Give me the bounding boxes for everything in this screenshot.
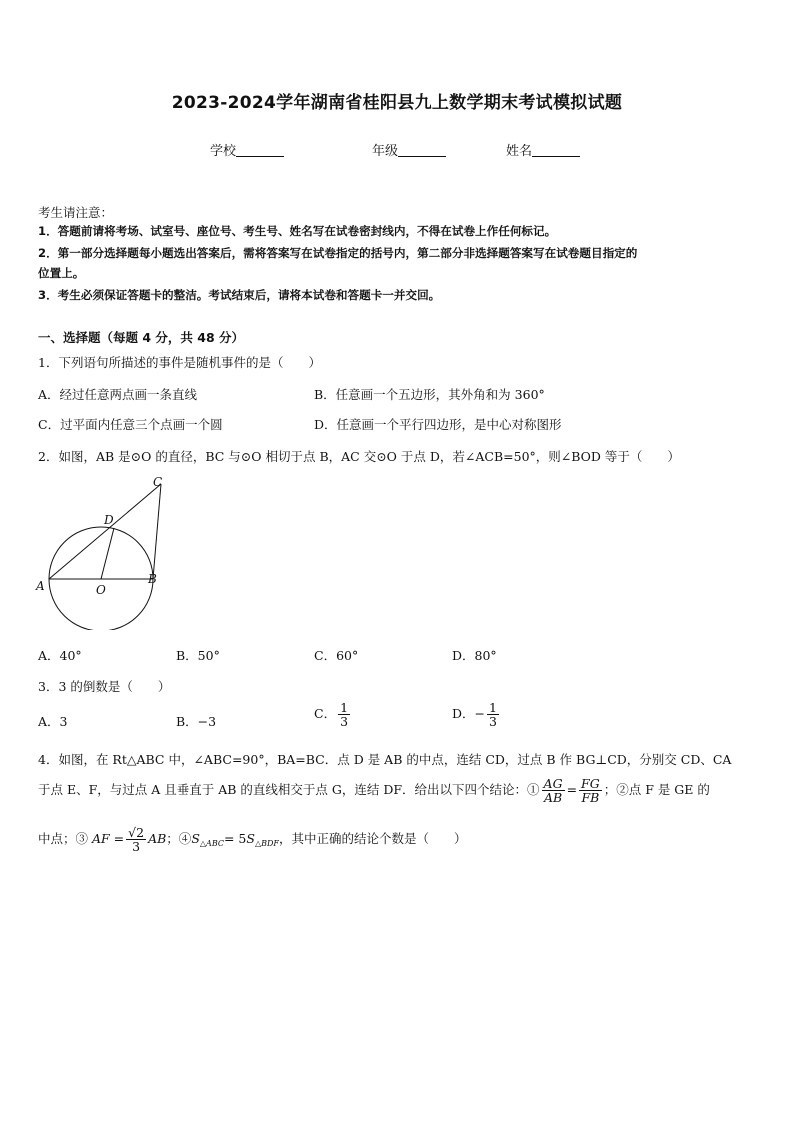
q4-fraction-ag-ab bbox=[542, 777, 565, 804]
fraction-denominator: FB bbox=[581, 790, 600, 806]
q2-option-d: D．80° bbox=[452, 648, 497, 663]
q4-s-bdf-sub: △BDF bbox=[254, 839, 279, 849]
q4-line-1: 4．如图，在 Rt△ABC 中，∠ABC=90°，BA=BC．点 D 是 AB 的中点，连结 CD，过点 B 作 BG⊥CD，分别交 CD、CA bbox=[38, 752, 732, 767]
q4-line-2-text: 于点 E、F，与过点 A 且垂直于 AB 的直线相交于点 G，连结 DF．给出以下四个结论：① bbox=[38, 782, 540, 798]
q4-line-3-text: 中点；③ bbox=[38, 831, 89, 847]
q4-line-3-tail: ，其中正确的结论个数是（ ） bbox=[278, 831, 467, 847]
q2-option-a: A．40° bbox=[38, 648, 82, 663]
q1-option-b: B．任意画一个五边形，其外角和为 360° bbox=[314, 387, 545, 402]
name-label: 姓名 bbox=[506, 144, 533, 159]
q4-line-2-tail: ；②点 F 是 GE 的 bbox=[603, 782, 710, 798]
q4-equals-5: = 5 bbox=[223, 831, 247, 847]
q2-figure bbox=[30, 470, 180, 630]
label-o: O bbox=[96, 583, 106, 597]
name-blank bbox=[532, 144, 580, 157]
q3-option-c bbox=[314, 701, 352, 728]
q4-s-bdf: S bbox=[246, 831, 255, 847]
label-b: B bbox=[148, 572, 157, 586]
q4-line-2 bbox=[38, 777, 710, 804]
q4-s-abc-sub: △ABC bbox=[199, 839, 224, 849]
q4-af-expr: AF = bbox=[92, 831, 125, 847]
q3-option-b: B．−3 bbox=[176, 714, 217, 729]
q3-option-d-prefix: D．− bbox=[452, 706, 485, 722]
q3-option-d bbox=[452, 701, 501, 728]
q4-equals: = bbox=[566, 782, 578, 798]
label-a: A bbox=[36, 579, 45, 593]
fraction-numerator: AG bbox=[543, 776, 563, 791]
grade-blank bbox=[398, 144, 446, 157]
section-heading: 一、选择题（每题 4 分，共 48 分） bbox=[38, 330, 245, 345]
q4-separator: ；④ bbox=[166, 831, 192, 847]
q1-stem: 1．下列语句所描述的事件是随机事件的是（ ） bbox=[38, 355, 321, 370]
q1-option-d: D．任意画一个平行四边形，是中心对称图形 bbox=[314, 417, 562, 432]
q4-fraction-sqrt2-3 bbox=[126, 826, 146, 853]
q3-stem: 3．3 的倒数是（ ） bbox=[38, 679, 171, 694]
q3-option-c-prefix: C． bbox=[314, 706, 337, 722]
notice-item-3: 3．考生必须保证答题卡的整洁。考试结束后，请将本试卷和答题卡一并交回。 bbox=[38, 288, 441, 302]
segment-od bbox=[101, 528, 114, 579]
q1-option-c: C．过平面内任意三个点画一个圆 bbox=[38, 417, 223, 432]
q4-s-abc: S bbox=[191, 831, 200, 847]
notice-item-2: 2．第一部分选择题每小题选出答案后，需将答案写在试卷指定的括号内，第二部分非选择题答案写在试卷题目指定的 bbox=[38, 246, 638, 260]
q1-option-a: A．经过任意两点画一条直线 bbox=[38, 387, 198, 402]
grade-label: 年级 bbox=[372, 144, 399, 159]
q4-line-3 bbox=[38, 826, 466, 853]
notice-header: 考生请注意： bbox=[38, 205, 114, 220]
grade-field bbox=[372, 140, 446, 159]
page-title: 2023-2024学年湖南省桂阳县九上数学期末考试模拟试题 bbox=[171, 93, 623, 113]
q2-option-b: B．50° bbox=[176, 648, 220, 663]
label-c: C bbox=[153, 475, 163, 489]
fraction-numerator: 1 bbox=[489, 700, 497, 715]
q4-fraction-fg-fb bbox=[579, 777, 602, 804]
notice-item-2-cont: 位置上。 bbox=[38, 266, 85, 280]
fraction-numerator: FG bbox=[581, 776, 600, 791]
fraction-denominator: 3 bbox=[489, 714, 497, 730]
q2-stem: 2．如图，AB 是⊙O 的直径，BC 与⊙O 相切于点 B，AC 交⊙O 于点 D，若∠ACB=50°，则∠BOD 等于（ ） bbox=[38, 449, 680, 464]
fraction-denominator: 3 bbox=[340, 714, 349, 730]
tangent-bc bbox=[153, 484, 161, 579]
school-field bbox=[210, 140, 284, 159]
label-d: D bbox=[104, 513, 114, 527]
fraction-denominator: AB bbox=[543, 790, 563, 806]
fraction-numerator: √2 bbox=[128, 825, 145, 840]
q3-option-d-fraction bbox=[487, 701, 499, 728]
fraction-numerator: 1 bbox=[340, 700, 349, 715]
name-field bbox=[506, 140, 580, 159]
q4-ab-expr: AB bbox=[148, 831, 167, 847]
q3-option-c-fraction bbox=[338, 701, 350, 728]
school-label: 学校 bbox=[210, 144, 237, 159]
notice-item-1: 1．答题前请将考场、试室号、座位号、考生号、姓名写在试卷密封线内，不得在试卷上作任何标记。 bbox=[38, 224, 557, 238]
q3-option-a: A．3 bbox=[38, 714, 68, 729]
q2-option-c: C．60° bbox=[314, 648, 359, 663]
school-blank bbox=[236, 144, 284, 157]
fraction-denominator: 3 bbox=[132, 839, 141, 855]
